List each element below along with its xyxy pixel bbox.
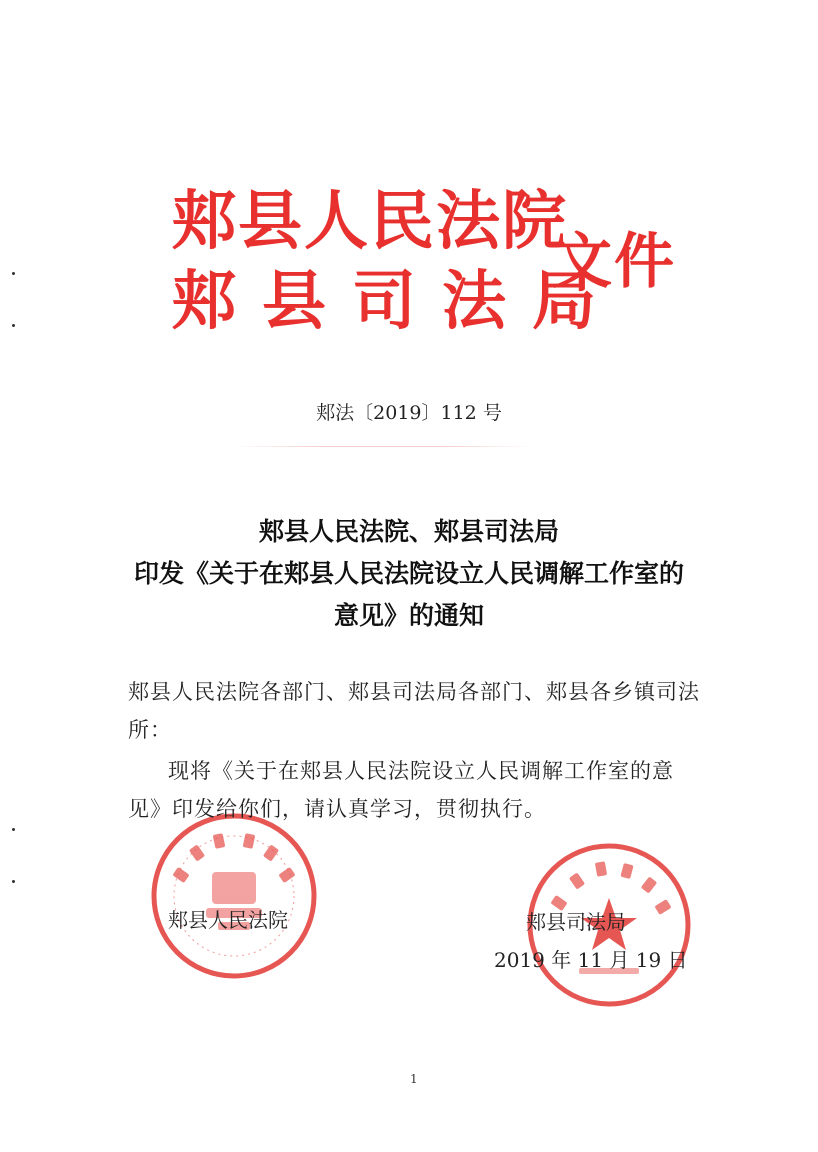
recipients-line-1: 郏县人民法院各部门、郏县司法局各部门、郏县各乡镇司法 bbox=[128, 680, 700, 704]
body-line-1: 现将《关于在郏县人民法院设立人民调解工作室的意 bbox=[168, 759, 674, 783]
recipients-line-2: 所： bbox=[128, 718, 172, 742]
header-divider bbox=[232, 446, 532, 447]
signature-date: 2019 年 11 月 19 日 bbox=[494, 948, 688, 972]
notice-title-line-2: 印发《关于在郏县人民法院设立人民调解工作室的 bbox=[133, 559, 684, 588]
document-number: 郏法〔2019〕112 号 bbox=[316, 402, 502, 424]
page-number: 1 bbox=[410, 1072, 418, 1086]
signature-court: 郏县人民法院 bbox=[168, 908, 288, 932]
notice-title-line-3: 意见》的通知 bbox=[333, 601, 484, 630]
notice-title-line-1: 郏县人民法院、郏县司法局 bbox=[258, 517, 559, 546]
court-official-seal bbox=[148, 810, 320, 982]
scan-speck bbox=[12, 880, 15, 883]
scan-speck bbox=[12, 272, 15, 275]
header-issuer-bureau: 郏县司法局 bbox=[172, 264, 622, 339]
body-line-2: 见》印发给你们，请认真学习，贯彻执行。 bbox=[128, 797, 546, 821]
header-document-suffix: 文件 bbox=[552, 227, 676, 297]
scan-speck bbox=[12, 828, 15, 831]
signature-justice-bureau: 郏县司法局 bbox=[526, 910, 626, 934]
header-issuer-court: 郏县人民法院 bbox=[172, 184, 568, 259]
scan-speck bbox=[12, 324, 15, 327]
